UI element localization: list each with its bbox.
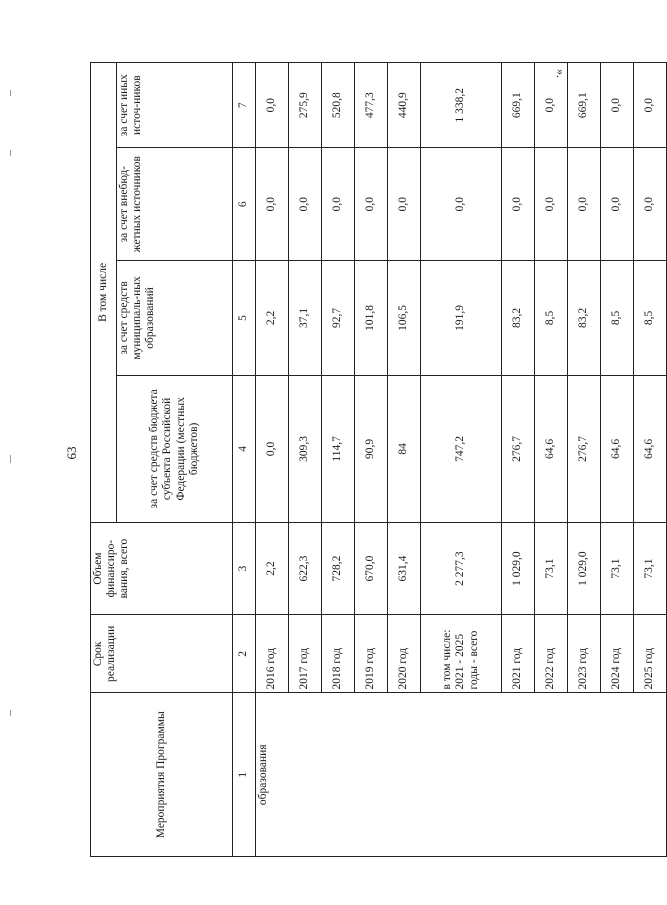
cell-extra: 0,0: [601, 148, 634, 261]
cell-municipal: 8,5: [535, 260, 568, 375]
rotated-table-container: [90, 62, 656, 857]
column-number: 7: [233, 63, 256, 148]
cell-subject: 0,0: [256, 375, 289, 522]
cell-extra: 0,0: [502, 148, 535, 261]
cell-subject: 90,9: [355, 375, 388, 522]
cell-subject: 114,7: [322, 375, 355, 522]
header-extrabudget: за счет внебюд-жетных источников: [117, 148, 233, 261]
cell-subject: 64,6: [601, 375, 634, 522]
measure-name: образования: [256, 693, 667, 857]
header-other: за счет иных источ-ников: [117, 63, 233, 148]
cell-extra: 0,0: [421, 148, 502, 261]
scan-mark: [10, 710, 11, 716]
scan-mark: [10, 455, 11, 463]
cell-subject: 64,6: [535, 375, 568, 522]
cell-subject: 747,2: [421, 375, 502, 522]
cell-subject: 276,7: [568, 375, 601, 522]
cell-extra: 0,0: [256, 148, 289, 261]
scan-mark: [10, 150, 11, 156]
cell-period: 2017 год: [289, 615, 322, 693]
financing-table: [90, 62, 667, 857]
column-number: 2: [233, 615, 256, 693]
cell-total: 73,1: [535, 522, 568, 614]
cell-period: 2021 год: [502, 615, 535, 693]
cell-other: 477,3: [355, 63, 388, 148]
cell-municipal: 83,2: [502, 260, 535, 375]
cell-municipal: 8,5: [634, 260, 667, 375]
cell-other: 0,0: [256, 63, 289, 148]
cell-total: 631,4: [388, 522, 421, 614]
cell-other: 1 338,2: [421, 63, 502, 148]
header-volume: Объем финансиро-вания, всего: [91, 522, 233, 614]
column-number: 4: [233, 375, 256, 522]
cell-total: 73,1: [634, 522, 667, 614]
table-row: [256, 63, 289, 857]
cell-municipal: 92,7: [322, 260, 355, 375]
cell-total: 1 029,0: [502, 522, 535, 614]
cell-other: 0,0: [634, 63, 667, 148]
cell-municipal: 2,2: [256, 260, 289, 375]
cell-period: 2016 год: [256, 615, 289, 693]
cell-extra: 0,0: [289, 148, 322, 261]
header-municipal: за счет средств муниципаль-ных образований: [117, 260, 233, 375]
cell-period: в том числе: 2021 - 2025 годы - всего: [421, 615, 502, 693]
cell-municipal: 83,2: [568, 260, 601, 375]
cell-total: 73,1: [601, 522, 634, 614]
cell-total: 1 029,0: [568, 522, 601, 614]
closing-quote: ».: [554, 69, 568, 78]
cell-other: 0,0: [535, 63, 568, 148]
cell-extra: 0,0: [535, 148, 568, 261]
cell-municipal: 101,8: [355, 260, 388, 375]
page-number: 63: [64, 446, 79, 460]
cell-total: 2 277,3: [421, 522, 502, 614]
column-number: 6: [233, 148, 256, 261]
cell-other: 0,0: [601, 63, 634, 148]
cell-period: 2022 год: [535, 615, 568, 693]
cell-other: 275,9: [289, 63, 322, 148]
cell-total: 2,2: [256, 522, 289, 614]
cell-subject: 84: [388, 375, 421, 522]
cell-period: 2024 год: [601, 615, 634, 693]
cell-extra: 0,0: [634, 148, 667, 261]
cell-extra: 0,0: [388, 148, 421, 261]
header-measures: Мероприятия Программы: [91, 693, 233, 857]
cell-total: 622,3: [289, 522, 322, 614]
header-period: Срок реализации: [91, 615, 233, 693]
scan-mark: [10, 90, 11, 96]
column-number: 1: [233, 693, 256, 857]
cell-subject: 64,6: [634, 375, 667, 522]
header-subject-budget: за счет средств бюджета субъекта Российской Федерации (местных бюджетов): [117, 375, 233, 522]
cell-other: 520,8: [322, 63, 355, 148]
cell-period: 2025 год: [634, 615, 667, 693]
cell-period: 2018 год: [322, 615, 355, 693]
cell-municipal: 37,1: [289, 260, 322, 375]
cell-municipal: 106,5: [388, 260, 421, 375]
cell-total: 728,2: [322, 522, 355, 614]
cell-period: 2019 год: [355, 615, 388, 693]
cell-subject: 276,7: [502, 375, 535, 522]
cell-other: 669,1: [568, 63, 601, 148]
cell-period: 2020 год: [388, 615, 421, 693]
cell-municipal: 191,9: [421, 260, 502, 375]
cell-municipal: 8,5: [601, 260, 634, 375]
cell-period: 2023 год: [568, 615, 601, 693]
cell-subject: 309,3: [289, 375, 322, 522]
column-number: 3: [233, 522, 256, 614]
cell-extra: 0,0: [355, 148, 388, 261]
cell-other: 669,1: [502, 63, 535, 148]
column-number: 5: [233, 260, 256, 375]
header-including: В том числе: [91, 63, 117, 523]
cell-other: 440,9: [388, 63, 421, 148]
cell-extra: 0,0: [322, 148, 355, 261]
cell-total: 670,0: [355, 522, 388, 614]
cell-extra: 0,0: [568, 148, 601, 261]
